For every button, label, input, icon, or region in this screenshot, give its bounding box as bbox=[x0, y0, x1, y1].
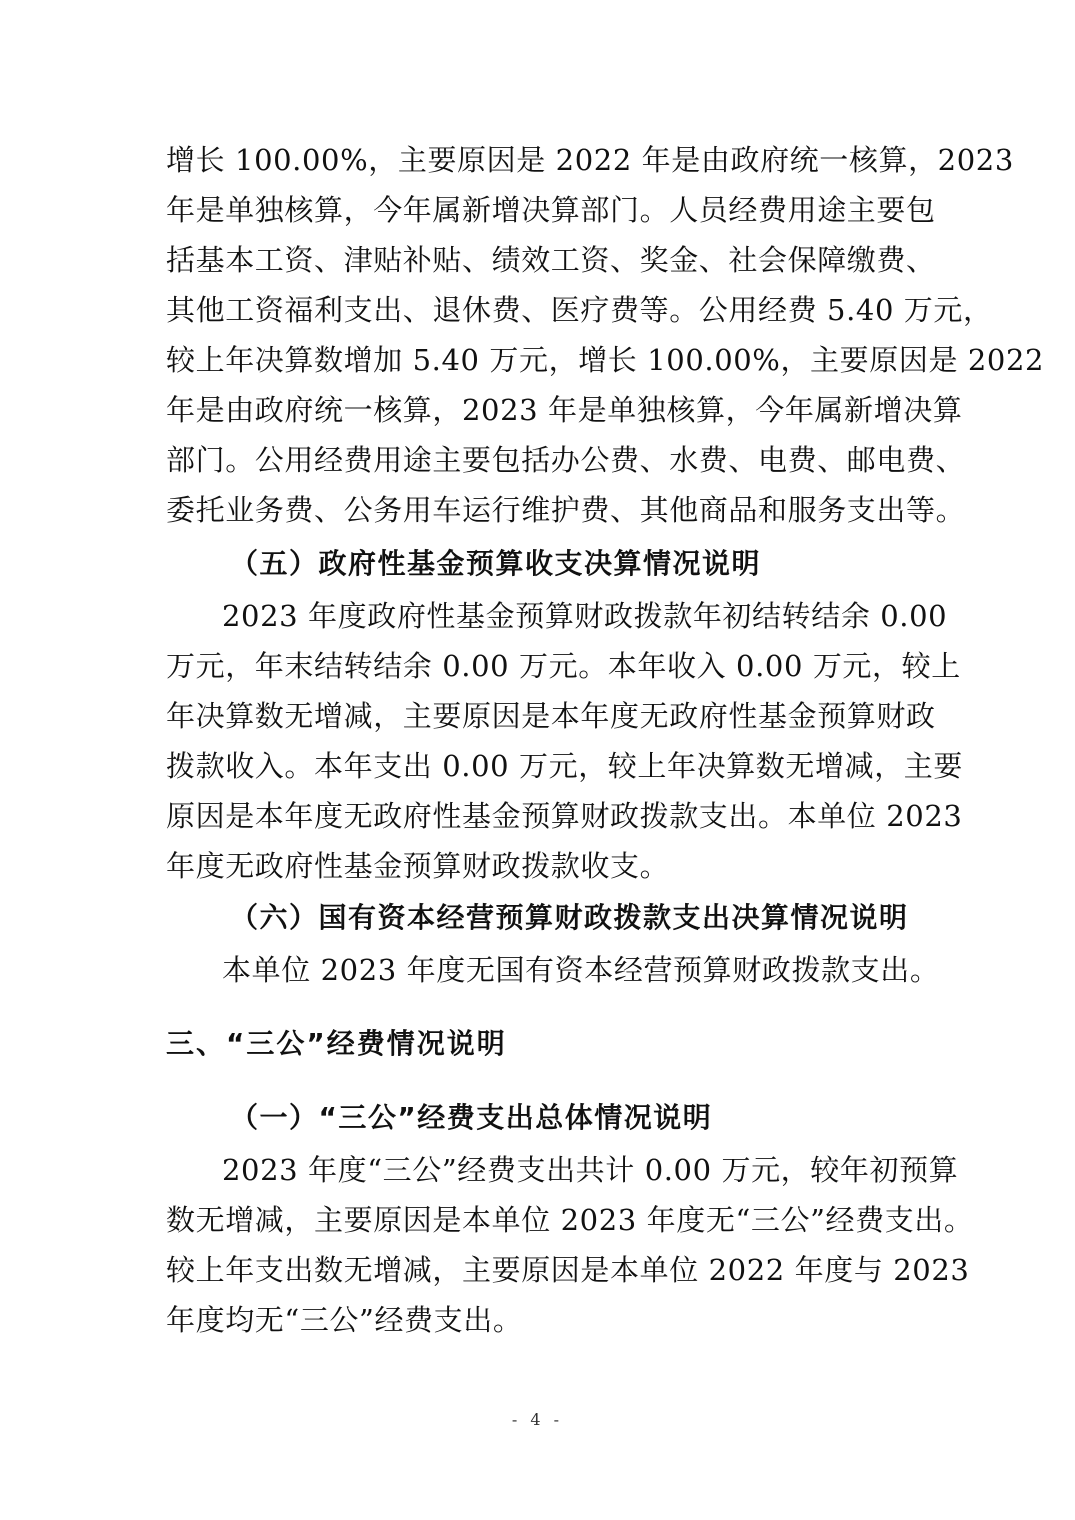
paragraph-4-line-3: 较上年支出数无增减，主要原因是本单位 2022 年度与 2023 bbox=[166, 1253, 970, 1287]
section-3-heading: 三、“三公”经费情况说明 bbox=[166, 1027, 507, 1060]
page-number: - 4 - bbox=[511, 1410, 564, 1429]
paragraph-2-line-4: 拨款收入。本年支出 0.00 万元，较上年决算数无增减，主要 bbox=[166, 749, 964, 783]
paragraph-1-line-1: 增长 100.00%，主要原因是 2022 年是由政府统一核算，2023 bbox=[166, 143, 1014, 177]
paragraph-2-line-1: 2023 年度政府性基金预算财政拨款年初结转结余 0.00 bbox=[222, 599, 948, 633]
paragraph-4-line-1: 2023 年度“三公”经费支出共计 0.00 万元，较年初预算 bbox=[222, 1153, 959, 1187]
paragraph-1-line-4: 其他工资福利支出、退休费、医疗费等。公用经费 5.40 万元， bbox=[166, 293, 993, 327]
paragraph-1-line-2: 年是单独核算，今年属新增决算部门。人员经费用途主要包 bbox=[166, 193, 936, 227]
paragraph-1-line-5: 较上年决算数增加 5.40 万元，增长 100.00%，主要原因是 2022 bbox=[166, 343, 1045, 377]
paragraph-1-line-6: 年是由政府统一核算，2023 年是单独核算，今年属新增决算 bbox=[166, 393, 963, 427]
paragraph-1-line-3: 括基本工资、津贴补贴、绩效工资、奖金、社会保障缴费、 bbox=[166, 243, 936, 277]
paragraph-2-line-6: 年度无政府性基金预算财政拨款收支。 bbox=[166, 849, 670, 883]
paragraph-2-line-3: 年决算数无增减，主要原因是本年度无政府性基金预算财政 bbox=[166, 699, 936, 733]
paragraph-2-line-2: 万元，年末结转结余 0.00 万元。本年收入 0.00 万元，较上 bbox=[166, 649, 961, 683]
paragraph-4-line-2: 数无增减，主要原因是本单位 2023 年度无“三公”经费支出。 bbox=[166, 1203, 974, 1237]
paragraph-1-line-7: 部门。公用经费用途主要包括办公费、水费、电费、邮电费、 bbox=[166, 443, 966, 477]
sub-heading-5: （五）政府性基金预算收支决算情况说明 bbox=[230, 547, 762, 580]
sub-heading-6: （六）国有资本经营预算财政拨款支出决算情况说明 bbox=[230, 901, 909, 934]
paragraph-4-line-4: 年度均无“三公”经费支出。 bbox=[166, 1303, 523, 1337]
paragraph-1-line-8: 委托业务费、公务用车运行维护费、其他商品和服务支出等。 bbox=[166, 493, 966, 527]
paragraph-3-line-1: 本单位 2023 年度无国有资本经营预算财政拨款支出。 bbox=[222, 953, 940, 987]
paragraph-2-line-5: 原因是本年度无政府性基金预算财政拨款支出。本单位 2023 bbox=[166, 799, 963, 833]
sub-heading-3-1: （一）“三公”经费支出总体情况说明 bbox=[230, 1101, 713, 1134]
